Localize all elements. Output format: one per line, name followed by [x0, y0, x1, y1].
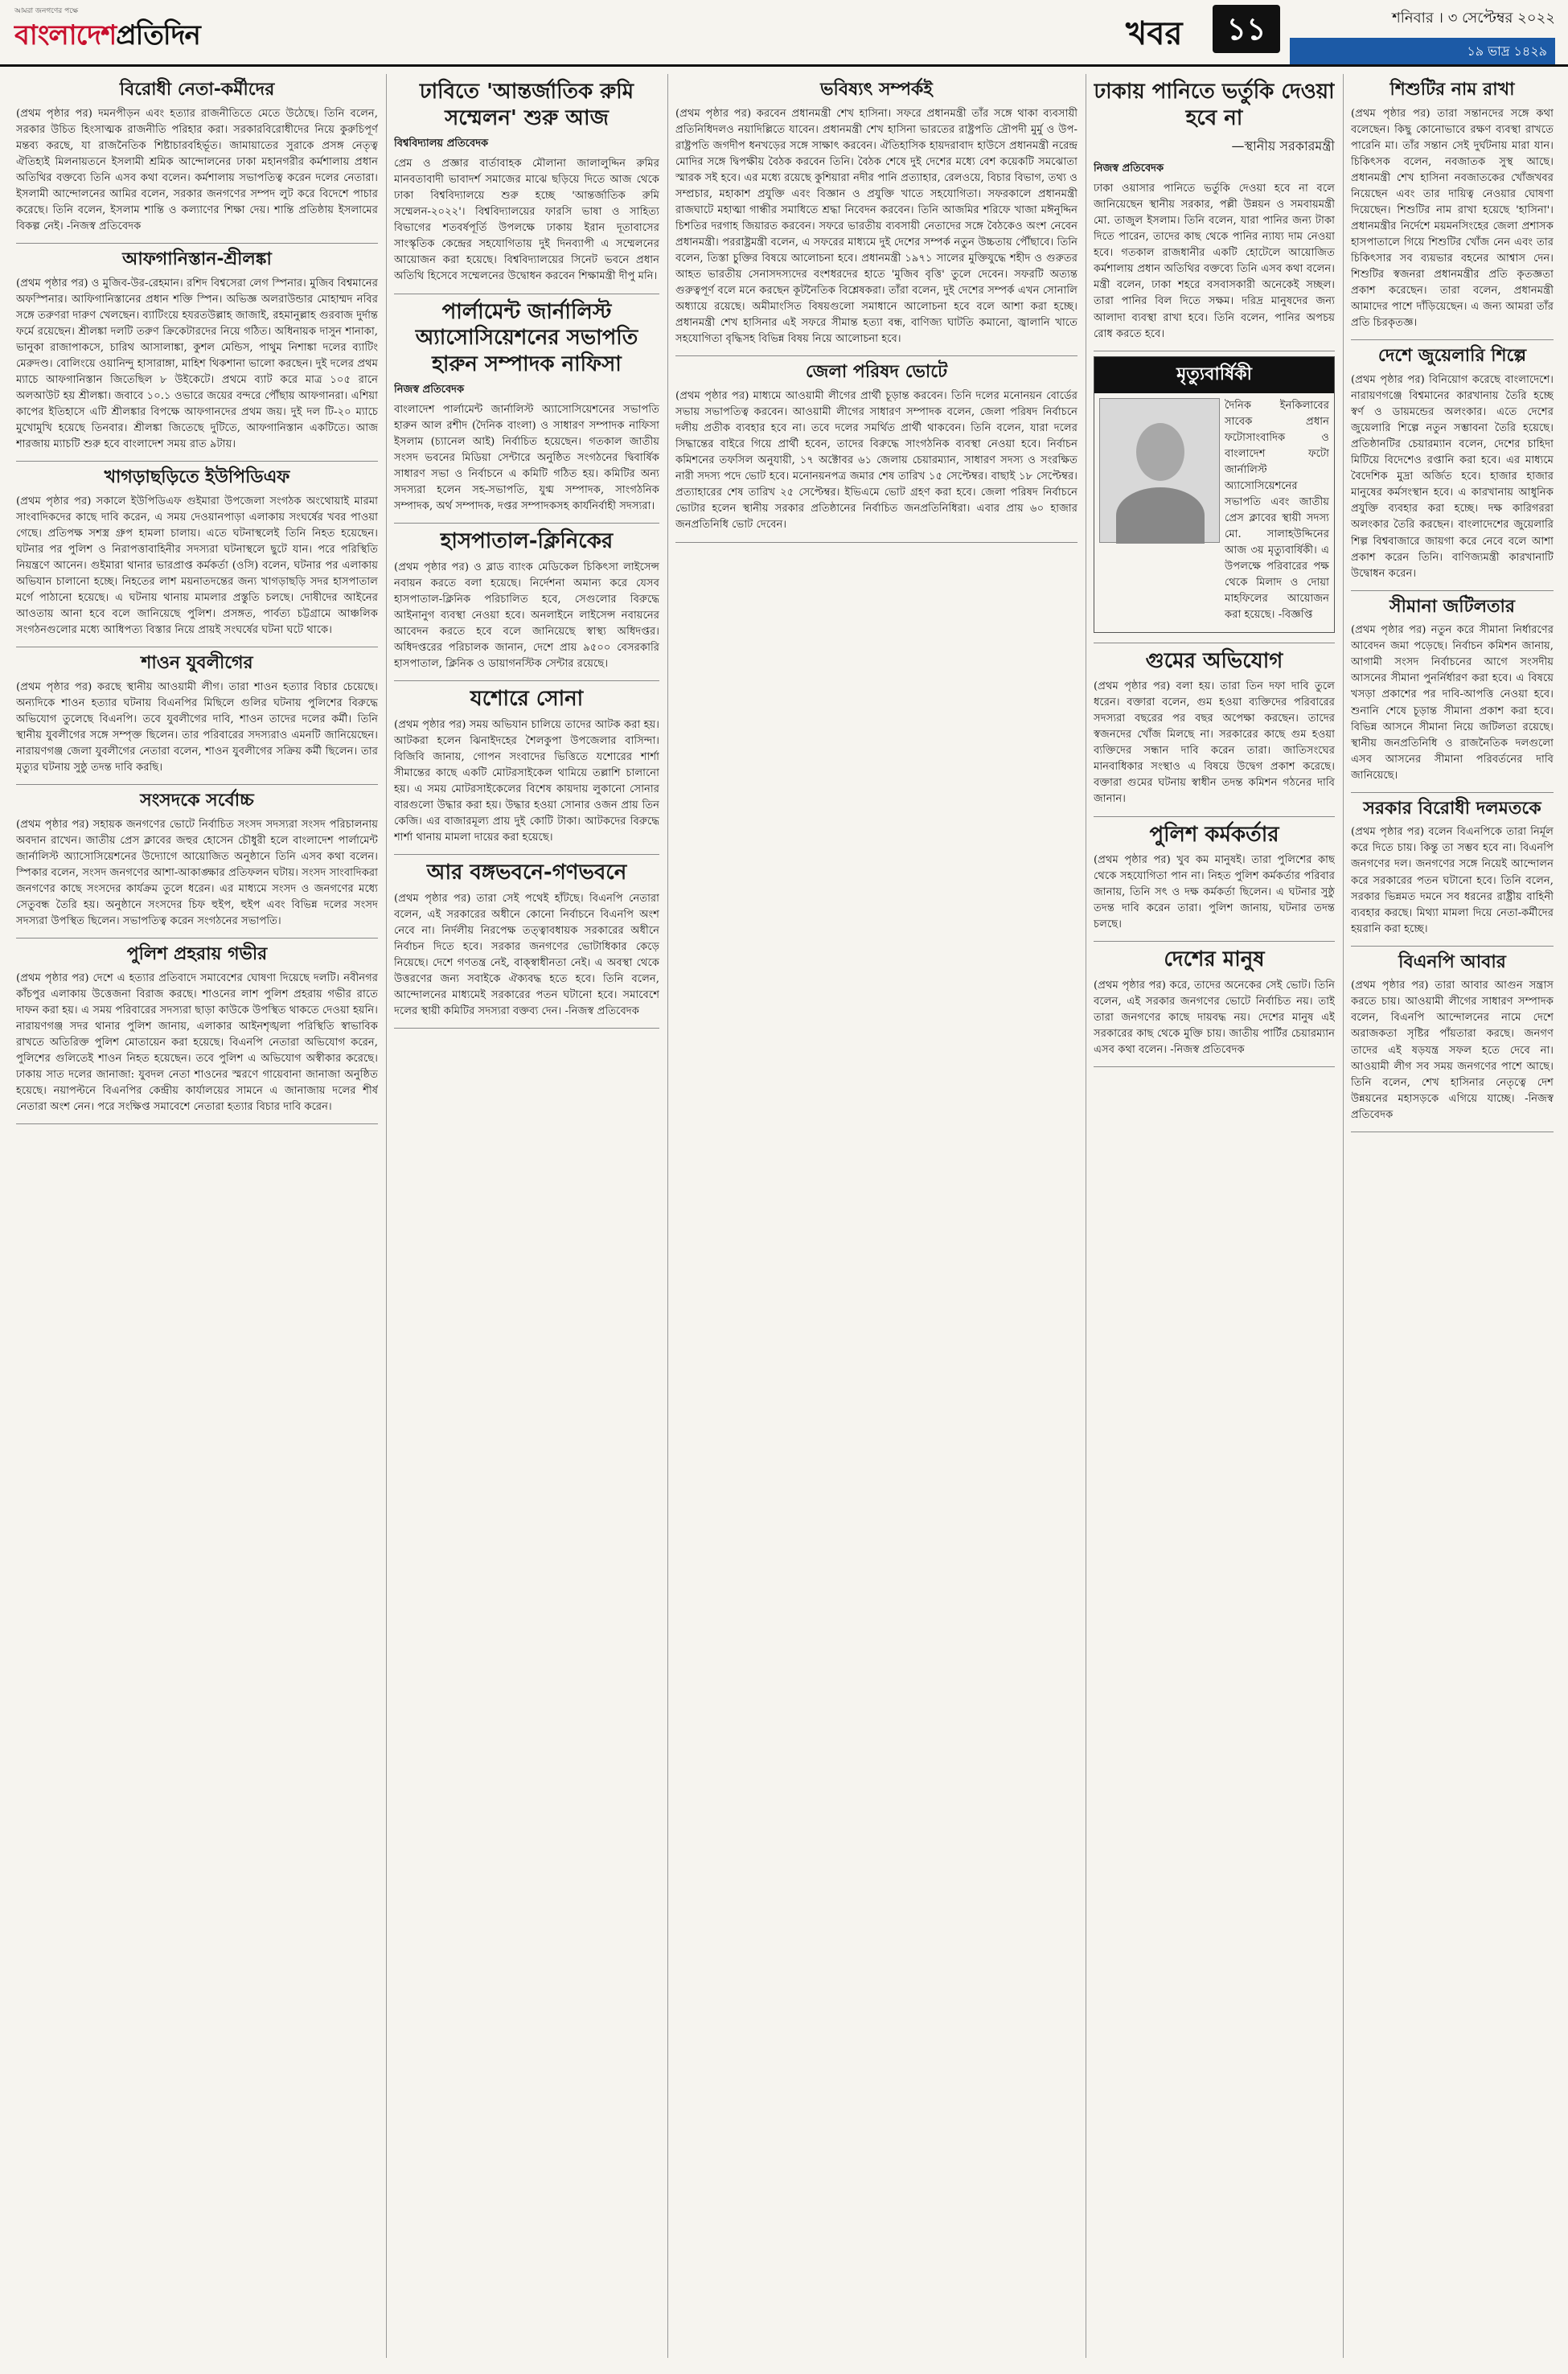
story-body: (প্রথম পৃষ্ঠার পর) বলেন বিএনপিকে তারা নির্মূল করে দিতে চায়। কিন্তু তা সম্ভব হবে না। বিএনপি জনগণের দল। জনগণের সঙ্গে নিয়েই আন্দোলন করে সরকারের পতন ঘটানো হবে। তিনি বলেন, সরকার ভিন্নমত দমনে সব ধরনের রাষ্ট্রীয় বাহিনী ব্যবহার করছে। মিথ্যা মামলা দিয়ে নেতা-কর্মীদের হয়রানি করা হচ্ছে। [1351, 826, 1554, 935]
news-story[interactable] [16, 248, 378, 462]
story-body: (প্রথম পৃষ্ঠার পর) সহায়ক জনগণের ভোটে নির্বাচিত সংসদ সদস্যরা সংসদ পরিচালনায় অবদান রাখেন। জাতীয় প্রেস ক্লাবের জহুর হোসেন চৌধুরী হলে বাংলাদেশ পার্লামেন্ট জার্নালিস্ট অ্যাসোসিয়েশনের উদ্যোগে আয়োজিত অনুষ্ঠানে তিনি এসব কথা বলেন। স্পিকার বলেন, সংসদ জনগণের আশা-আকাঙ্ক্ষার প্রতিফলন ঘটায়। সংসদ সাংবাদিকরা জনগণের কাছে সংসদের কার্যক্রম তুলে ধরেন। এর মাধ্যমে সংসদ ও জনগণের মধ্যে সেতুবন্ধ তৈরি হয়। অনুষ্ঠানে সংসদের চিফ হুইপ, হুইপ এবং বিভিন্ন দলের সংসদ সদস্যরা উপস্থিত ছিলেন। সভাপতিত্ব করেন সংগঠনের সভাপতি। [16, 818, 378, 927]
story-byline: নিজস্ব প্রতিবেদক [1094, 162, 1164, 175]
logo-text [14, 19, 200, 51]
logo-black-part: প্রতিদিন [116, 19, 200, 51]
news-story[interactable] [675, 361, 1077, 542]
column-3 [675, 74, 1077, 2358]
story-headline[interactable]: দেশে জুয়েলারি শিল্পে [1377, 346, 1527, 367]
column-1 [16, 74, 378, 2358]
story-headline[interactable]: আফগানিস্তান-শ্রীলঙ্কা [122, 249, 272, 269]
story-headline[interactable]: শাওন যুবলীগের [141, 653, 253, 674]
column-divider [667, 74, 668, 2358]
news-story[interactable] [394, 528, 659, 681]
story-body: (প্রথম পৃষ্ঠার পর) তারা সন্তানদের সঙ্গে কথা বলেছেন। কিছু কোনোভাবে রক্ষণ ব্যবস্থা রাখতে পারেনি মা। তাঁর সন্তান সেই দুর্ঘটনায় মারা যান। চিকিৎসক বলেন, নবজাতক সুস্থ আছে। প্রধানমন্ত্রী শেখ হাসিনা নবজাতকের খোঁজখবর নিয়েছেন এবং তার দায়িত্ব নেওয়ার ঘোষণা দিয়েছেন। শিশুটির নাম রাখা হয়েছে 'হাসিনা'। প্রধানমন্ত্রীর নির্দেশে ময়মনসিংহের জেলা প্রশাসক হাসপাতালে গিয়ে শিশুটির খোঁজ নেন এবং তার চিকিৎসার সব ব্যয়ভার বহনের আশ্বাস দেন। শিশুটির স্বজনরা প্রধানমন্ত্রীর প্রতি কৃতজ্ঞতা প্রকাশ করেছেন। তারা বলেন, প্রধানমন্ত্রী আমাদের পাশে দাঁড়িয়েছেন। এ জন্য আমরা তাঁর প্রতি চিরকৃতজ্ঞ। [1351, 107, 1554, 330]
column-2 [394, 74, 659, 2358]
story-headline[interactable]: সংসদকে সর্বোচ্চ [140, 791, 254, 811]
news-story[interactable] [1094, 356, 1335, 643]
news-story[interactable] [394, 299, 659, 524]
story-headline[interactable]: বিরোধী নেতা-কর্মীদের [119, 80, 275, 100]
story-headline[interactable]: দেশের মানুষ [1164, 947, 1265, 972]
news-story[interactable] [394, 686, 659, 855]
story-body: (প্রথম পৃষ্ঠার পর) মাধ্যমে আওয়ামী লীগের প্রার্থী চূড়ান্ত করবেন। তিনি দলের মনোনয়ন বোর্ডের সভায় সভাপতিত্ব করবেন। আওয়ামী লীগের সাধারণ সম্পাদক বলেন, জেলা পরিষদ নির্বাচনে দলীয় প্রতীক ব্যবহার হবে না। তবে দলের সমর্থিত প্রার্থী থাকবেন। তিনি বলেন, যারা দলের সিদ্ধান্তের বাইরে গিয়ে প্রার্থী হবেন, তাদের বিরুদ্ধে সাংগঠনিক ব্যবস্থা নেওয়া হবে। নির্বাচন কমিশনের তফসিল অনুযায়ী, ১৭ অক্টোবর ৬১ জেলায় চেয়ারম্যান, সাধারণ সদস্য ও সংরক্ষিত নারী সদস্য পদে ভোট হবে। মনোনয়নপত্র জমার শেষ তারিখ ১৫ সেপ্টেম্বর। বাছাই ১৮ সেপ্টেম্বর। প্রত্যাহারের শেষ তারিখ ২৫ সেপ্টেম্বর। ইভিএমে ভোট গ্রহণ করা হবে। জেলা পরিষদ নির্বাচনে ভোটার হলেন স্থানীয় সরকার প্রতিষ্ঠানের নির্বাচিত জনপ্রতিনিধিরা। এবার প্রায় ৬০ হাজার জনপ্রতিনিধি ভোট দেবেন। [675, 389, 1077, 532]
story-body: (প্রথম পৃষ্ঠার পর) খুব কম মানুষই। তারা পুলিশের কাছ থেকে সহযোগিতা পান না। নিহত পুলিশ কর্মকর্তার পরিবার জানায়, তিনি সৎ ও দক্ষ কর্মকর্তা ছিলেন। এ ঘটনার সুষ্ঠু তদন্ত দাবি করেন তারা। পুলিশ জানায়, ঘটনার তদন্ত চলছে। [1094, 854, 1335, 931]
news-story[interactable] [1351, 79, 1554, 340]
obituary-label: মৃত্যুবার্ষিকী [1094, 357, 1334, 393]
story-body: বাংলাদেশ পার্লামেন্ট জার্নালিস্ট অ্যাসোসিয়েশনের সভাপতি হারুন আল রশীদ (দৈনিক বাংলা) ও সাধারণ সম্পাদক নাফিসা ইসলাম (চ্যানেল আই) নির্বাচিত হয়েছেন। গতকাল জাতীয় সংসদ ভবনের মিডিয়া সেন্টারে অনুষ্ঠিত সংগঠনের দ্বিবার্ষিক সাধারণ সভা ও নির্বাচনে এ কমিটি গঠিত হয়। কমিটির অন্য সদস্যরা হলেন সহ-সভাপতি, যুগ্ম সম্পাদক, সাংগঠনিক সম্পাদক, অর্থ সম্পাদক, দপ্তর সম্পাদকসহ কার্যনির্বাহী সদস্যরা। [394, 404, 659, 513]
story-body: (প্রথম পৃষ্ঠার পর) নতুন করে সীমানা নির্ধারণের আবেদন জমা পড়েছে। নির্বাচন কমিশন জানায়, আগামী সংসদ নির্বাচনের আগে সংসদীয় আসনের সীমানা পুনর্নির্ধারণ করা হবে। এ বিষয়ে খসড়া প্রকাশের পর দাবি-আপত্তি নেওয়া হবে। শুনানি শেষে চূড়ান্ত সীমানা প্রকাশ করা হবে। বিভিন্ন আসনে সীমানা নিয়ে জটিলতা রয়েছে। স্থানীয় জনপ্রতিনিধি ও রাজনৈতিক দলগুলো এসব আসনের সীমানা পরিবর্তনের দাবি জানিয়েছে। [1351, 624, 1554, 782]
news-story[interactable] [16, 790, 378, 939]
story-headline[interactable]: আর বঙ্গভবনে-গণভবনে [426, 860, 627, 885]
column-divider [1343, 74, 1344, 2358]
news-story[interactable] [16, 652, 378, 785]
obituary-content [1094, 393, 1334, 632]
portrait-face [1136, 423, 1184, 481]
story-subheadline: —স্থানীয় সরকারমন্ত্রী [1231, 138, 1335, 154]
news-story[interactable] [1094, 79, 1335, 351]
newspaper-logo[interactable] [14, 5, 280, 60]
portrait-photo [1099, 398, 1220, 543]
date-gregorian: শনিবার । ৩ সেপ্টেম্বর ২০২২ [1392, 10, 1555, 27]
story-body: (প্রথম পৃষ্ঠার পর) করে, তাদের অনেকের সেই ভোট। তিনি বলেন, এই সরকার জনগণের ভোটে নির্বাচিত নয়। তাই তারা জনগণের কাছে দায়বদ্ধ নয়। দেশের মানুষ এই সরকারের কাছ থেকে মুক্তি চায়। জাতীয় পার্টির চেয়ারম্যান এসব কথা বলেন। -নিজস্ব প্রতিবেদক [1094, 979, 1335, 1057]
story-body: (প্রথম পৃষ্ঠার পর) দেশে এ হত্যার প্রতিবাদে সমাবেশের ঘোষণা দিয়েছে দলটি। নবীনগর কাঁচপুর এলাকায় উত্তেজনা বিরাজ করছে। শাওনের লাশ পুলিশ প্রহরায় গভীর রাতে দাফন করা হয়। এ সময় পরিবারের সদস্যরা ছাড়া কাউকে উপস্থিত থাকতে দেওয়া হয়নি। নারায়ণগঞ্জ সদর থানার পুলিশ জানায়, এলাকার আইনশৃঙ্খলা পরিস্থিতি স্বাভাবিক রাখতে অতিরিক্ত পুলিশ মোতায়েন করা হয়েছে। বিএনপি নেতারা অভিযোগ করেন, পুলিশের গুলিতেই শাওন নিহত হয়েছেন। তবে পুলিশ এ অভিযোগ অস্বীকার করেছে। ঢাকায় সাত দলের জানাজা: যুবদল নেতা শাওনের স্মরণে গায়েবানা জানাজা অনুষ্ঠিত হয়েছে। নয়াপল্টনে বিএনপির কেন্দ্রীয় কার্যালয়ের সামনে এ জানাজায় দলের শীর্ষ নেতারা অংশ নেন। পরে সংক্ষিপ্ত সমাবেশে নেতারা হত্যার বিচার দাবি করেন। [16, 971, 378, 1114]
news-story[interactable] [16, 79, 378, 244]
story-body: (প্রথম পৃষ্ঠার পর) তারা আবার আগুন সন্ত্রাস করতে চায়। আওয়ামী লীগের সাধারণ সম্পাদক বলেন, বিএনপি আন্দোলনের নামে দেশে অরাজকতা সৃষ্টির পাঁয়তারা করছে। জনগণ তাদের এই ষড়যন্ত্র সফল হতে দেবে না। আওয়ামী লীগ সব সময় জনগণের পাশে আছে। তিনি বলেন, শেখ হাসিনার নেতৃত্বে দেশ উন্নয়নের মহাসড়কে এগিয়ে যাচ্ছে। -নিজস্ব প্রতিবেদক [1351, 980, 1554, 1121]
logo-tagline: আমরা জনগণের পক্ষে [14, 7, 79, 15]
story-headline[interactable]: পুলিশ কর্মকর্তার [1149, 822, 1279, 847]
story-headline[interactable]: ঢাবিতে 'আন্তর্জাতিক রুমি সম্মেলন' শুরু আজ [419, 80, 634, 130]
page-number: ১১ [1213, 5, 1280, 53]
story-headline[interactable]: বিএনপি আবার [1398, 951, 1506, 972]
story-body: (প্রথম পৃষ্ঠার পর) বিনিয়োগ করেছে বাংলাদেশে। নারায়ণগঞ্জে বিশ্বমানের কারখানায় তৈরি হচ্ছে স্বর্ণ ও ডায়মন্ডের অলংকার। এতে দেশের জুয়েলারি শিল্পে নতুন সম্ভাবনা তৈরি হয়েছে। প্রতিষ্ঠানটির চেয়ারম্যান বলেন, দেশের চাহিদা মিটিয়ে বিদেশেও রপ্তানি করা হবে। এর মাধ্যমে বৈদেশিক মুদ্রা অর্জিত হবে। হাজার হাজার মানুষের কর্মসংস্থান হবে। এ কারখানায় আধুনিক প্রযুক্তি ব্যবহার করা হচ্ছে। দক্ষ কারিগররা অলংকার তৈরি করছেন। বাংলাদেশের জুয়েলারি শিল্প বিশ্ববাজারে জায়গা করে নেবে বলে আশা প্রকাশ করেন তিনি। বাণিজ্যমন্ত্রী কারখানাটি উদ্বোধন করেন। [1351, 373, 1554, 580]
news-story[interactable] [394, 860, 659, 1029]
news-story[interactable] [16, 466, 378, 647]
news-story[interactable] [16, 943, 378, 1124]
news-story[interactable] [394, 79, 659, 294]
news-story[interactable] [1094, 947, 1335, 1067]
news-story[interactable] [1094, 822, 1335, 943]
masthead-rule [0, 64, 1568, 67]
story-body: (প্রথম পৃষ্ঠার পর) ও মুজিব-উর-রেহমান। রশিদ বিশ্বসেরা লেগ স্পিনার। মুজিব বিশ্বমানের অফস্পিনার। আফিগানিস্তানের প্রধান শক্তি স্পিন। অভিজ্ঞ অলরাউন্ডার মোহাম্মদ নবির সঙ্গে তরুণরা দারুণ খেলছেন। ব্যাটিংয়ে হযরতউল্লাহ জাজাই, রহমানুল্লাহ গুরবাজ দুর্দান্ত ফর্মে রয়েছেন। শ্রীলঙ্কা দলটি তরুণ ক্রিকেটারদের নিয়ে গঠিত। অধিনায়ক দাসুন শানাকা, ভানুকা রাজাপাকসে, চারিথ আসালাঙ্কা, কুশল মেন্ডিস, পাথুম নিশাঙ্কা দলের ব্যাটিং মেরুদণ্ড। বোলিংয়ে ওয়ানিন্দু হাসারাঙ্গা, মাহিশ থিকশানা ভালো করছেন। দুই দলের প্রথম ম্যাচে আফগানিস্তান জিতেছিল ৮ উইকেটে। প্রথমে ব্যাট করে মাত্র ১০৫ রানে অলআউট হয় শ্রীলঙ্কা। জবাবে ১০.১ ওভারে জয়ের বন্দরে পৌঁছায় আফগানরা। এশিয়া কাপের ইতিহাসে এটি শ্রীলঙ্কার বিপক্ষে আফগানদের প্রথম জয়। দুই দল টি-২০ ম্যাচে মুখোমুখি হয়েছে তিনবার। শ্রীলঙ্কা জিতেছে দুটিতে, আফগানিস্তান একটিতে। আজ শারজায় ম্যাচটি শুরু হবে বাংলাদেশ সময় রাত ৯টায়। [16, 277, 378, 451]
story-body: (প্রথম পৃষ্ঠার পর) করছে স্থানীয় আওয়ামী লীগ। তারা শাওন হত্যার বিচার চেয়েছে। অন্যদিকে শাওন হত্যার ঘটনায় বিএনপির মিছিলে গুলির ঘটনায় পুলিশের বিরুদ্ধে অভিযোগ তুলেছে বিএনপি। তবে যুবলীগের দাবি, শাওন তাদের দলের কর্মী। তিনি স্থানীয় যুবলীগের সঙ্গে সম্পৃক্ত ছিলেন। তার পরিবারের সদস্যরাও এমনটি জানিয়েছেন। নারায়ণগঞ্জ জেলা যুবলীগের নেতারা বলেন, শাওন যুবলীগের সক্রিয় কর্মী ছিলেন। তার মৃত্যুর ঘটনায় সুষ্ঠু তদন্ত দাবি করছি। [16, 680, 378, 774]
section-title: খবর [1126, 15, 1183, 52]
column-4 [1094, 74, 1335, 2358]
story-body: (প্রথম পৃষ্ঠার পর) দমনপীড়ন এবং হত্যার রাজনীতিতে মেতে উঠেছে। তিনি বলেন, সরকার উচিত হিংসাত্মক রাজনীতি পরিহার করা। সরকারবিরোধীদের নিয়ে কুরুচিপূর্ণ মন্তব্য করছে, যা রাজনৈতিক শিষ্টাচারবহির্ভূত। জামায়াতের সুরাকে প্রসঙ্গ নেতৃত্ব ঐতিহ্যই মিলনায়তনে ইসলামী শ্রমিক আন্দোলনের ঢাকা মহানগরীর কর্মশালায় প্রধান অতিথির বক্তব্যে তিনি এসব কথা বলেন। কর্মশালায় সভাপতিত্ব করেন দলের নেতারা। ইসলামী আন্দোলনের আমির বলেন, সরকার জনগণের সম্পদ লুট করে বিদেশে পাচার করেছে। তিনি বলেন, ইসলাম শান্তি ও কল্যাণের শিক্ষা দেয়। শান্তি প্রতিষ্ঠায় ইসলামের বিকল্প নেই। -নিজস্ব প্রতিবেদক [16, 107, 378, 232]
news-story[interactable] [1351, 345, 1554, 590]
story-body: প্রেম ও প্রজ্ঞার বার্তাবাহক মৌলানা জালালুদ্দিন রুমির মানবতাবাদী ভাবাদর্শ সমাজের মাঝে ছড়িয়ে দিতে আজ থেকে ঢাকা বিশ্ববিদ্যালয়ে শুরু হচ্ছে 'আন্তর্জাতিক রুমি সম্মেলন-২০২২'। বিশ্ববিদ্যালয়ের ফারসি ভাষা ও সাহিত্য বিভাগের শতবর্ষপূর্তি উপলক্ষে ঢাকায় ইরান দূতাবাসের সাংস্কৃতিক কেন্দ্রের সহযোগিতায় দুই দিনব্যাপী এ সম্মেলনের আয়োজন করা হয়েছে। বিশ্ববিদ্যালয়ের সিনেট ভবনে প্রধান অতিথি হিসেবে সম্মেলনের উদ্বোধন করবেন শিক্ষামন্ত্রী দীপু মনি। [394, 158, 659, 283]
obituary-text: দৈনিক ইনকিলাবের সাবেক প্রধান ফটোসাংবাদিক ও বাংলাদেশ ফটো জার্নালিস্ট অ্যাসোসিয়েশনের সভাপতি এবং জাতীয় প্রেস ক্লাবের স্থায়ী সদস্য মো. সালাহউদ্দিনের আজ ৩য় মৃত্যুবার্ষিকী। এ উপলক্ষে পরিবারের পক্ষ থেকে মিলাদ ও দোয়া মাহফিলের আয়োজন করা হয়েছে। -বিজ্ঞপ্তি [1225, 399, 1329, 622]
story-headline[interactable]: শিশুটির নাম রাখা [1389, 80, 1515, 100]
date-block [1290, 6, 1555, 66]
story-headline[interactable]: পার্লামেন্ট জার্নালিস্ট অ্যাসোসিয়েশনের সভাপতি হারুন সম্পাদক নাফিসা [415, 299, 638, 376]
story-headline[interactable]: হাসপাতাল-ক্লিনিকের [440, 529, 614, 554]
news-story[interactable] [675, 79, 1077, 356]
story-headline[interactable]: যশোরে সোনা [470, 687, 584, 712]
news-story[interactable] [1351, 596, 1554, 793]
portrait-shoulders [1116, 487, 1205, 544]
story-body: (প্রথম পৃষ্ঠার পর) সকালে ইউপিডিএফ গুইমারা উপজেলা সংগঠক অংথোয়াই মারমা সাংবাদিকদের কাছে দাবি করেন, এ সময় দেওয়ানপাড়া এলাকায় সংঘর্ষের খবর পাওয়া গেছে। প্রতিপক্ষ সশস্ত্র গ্রুপ হামলা চালায়। এতে ঘটনাস্থলেই তিনি নিহত হয়েছেন। ঘটনার পর পুলিশ ও নিরাপত্তাবাহিনীর সদস্যরা ঘটনাস্থলে ছুটে যান। পরে পরিস্থিতি নিয়ন্ত্রণে আনেন। গুইমারা থানার ভারপ্রাপ্ত কর্মকর্তা (ওসি) বলেন, ঘটনার পর এলাকায় অভিযান চালানো হচ্ছে। নিহতের লাশ ময়নাতদন্তের জন্য খাগড়াছড়ি সদর হাসপাতাল মর্গে পাঠানো হয়েছে। এ ঘটনায় থানায় মামলার প্রস্তুতি চলছে। দোষীদের আইনের আওতায় আনা হবে বলে জানিয়েছে পুলিশ। প্রসঙ্গত, পার্বত্য চট্টগ্রামে আঞ্চলিক সংগঠনগুলোর মধ্যে আধিপত্য বিস্তার নিয়ে প্রায়ই সংঘর্ষের ঘটনা ঘটে থাকে। [16, 495, 378, 637]
story-byline: নিজস্ব প্রতিবেদক [394, 384, 465, 396]
date-bengali: ১৯ ভাদ্র ১৪২৯ [1290, 38, 1555, 66]
column-divider [386, 74, 387, 2358]
news-story[interactable] [1351, 951, 1554, 1132]
story-headline[interactable]: পুলিশ প্রহরায় গভীর [126, 944, 268, 965]
story-headline[interactable]: সরকার বিরোধী দলমতকে [1363, 798, 1541, 819]
story-body: (প্রথম পৃষ্ঠার পর) করবেন প্রধানমন্ত্রী শেখ হাসিনা। সফরে প্রধানমন্ত্রী তাঁর সঙ্গে থাকা ব্যবসায়ী প্রতিনিধিদলও নয়াদিল্লিতে যাবেন। প্রধানমন্ত্রী শেখ হাসিনা ভারতের রাষ্ট্রপতি দ্রৌপদী মুর্মু ও উপ-রাষ্ট্রপতি জগদীপ ধনখড়ের সঙ্গে সাক্ষাৎ করবেন। ঐতিহাসিক হায়দরাবাদ হাউসে প্রধানমন্ত্রী নরেন্দ্র মোদির সঙ্গে দ্বিপক্ষীয় বৈঠক করবেন তিনি। বৈঠক শেষে দুই দেশের মধ্যে বেশ কয়েকটি সমঝোতা স্মারক সই হবে। এর মধ্যে রয়েছে কুশিয়ারা নদীর পানি প্রত্যাহার, রেলওয়ে, বিচার বিভাগ, তথ্য ও সম্প্রচার, মহাকাশ প্রযুক্তি এবং বিজ্ঞান ও প্রযুক্তি খাতে সহযোগিতা। সফরকালে প্রধানমন্ত্রী রাজঘাটে মহাত্মা গান্ধীর সমাধিতে শ্রদ্ধা নিবেদন করবেন। তিনি আজমির শরিফে খাজা মঈনুদ্দিন চিশতির দরগাহ জিয়ারত করবেন। সফরে ভারতীয় ব্যবসায়ী নেতাদের সঙ্গে বৈঠকেও অংশ নেবেন প্রধানমন্ত্রী। পররাষ্ট্রমন্ত্রী বলেন, এ সফরের মাধ্যমে দুই দেশের সম্পর্ক নতুন উচ্চতায় পৌঁছাবে। তিনি বলেন, তিস্তা চুক্তির বিষয়ে আলোচনা হবে। প্রধানমন্ত্রী ১৯৭১ সালের মুক্তিযুদ্ধে শহীদ ও গুরুতর আহত ভারতীয় সেনাসদস্যদের বংশধরদের হাতে 'মুজিব বৃত্তি' তুলে দেবেন। সফরটি অত্যন্ত গুরুত্বপূর্ণ বলে মনে করছেন কূটনৈতিক বিশ্লেষকরা। তাঁরা বলেন, দুই দেশের সম্পর্ক এখন সোনালি অধ্যায়ে রয়েছে। অমীমাংসিত বিষয়গুলো সমাধানে আলোচনা হবে বলে আশা করা হচ্ছে। প্রধানমন্ত্রী শেখ হাসিনার এই সফরে সীমান্ত হত্যা বন্ধ, বাণিজ্য ঘাটতি কমানো, জ্বালানি খাতে সহযোগিতা বৃদ্ধিসহ বিভিন্ন বিষয় নিয়ে আলোচনা হবে। [675, 107, 1077, 346]
story-body: (প্রথম পৃষ্ঠার পর) সময় অভিযান চালিয়ে তাদের আটক করা হয়। আটকরা হলেন ঝিনাইদহের শৈলকুপা উপজেলার বাসিন্দা। বিজিবি জানায়, গোপন সংবাদের ভিত্তিতে যশোরের শার্শা সীমান্তের কাছে একটি মোটরসাইকেল থামিয়ে তল্লাশি চালানো হয়। এ সময় মোটরসাইকেলের বিশেষ কায়দায় লুকানো সোনার বারগুলো উদ্ধার করা হয়। উদ্ধার হওয়া সোনার ওজন প্রায় তিন কেজি। এর বাজারমূল্য প্রায় দুই কোটি টাকা। আটকদের বিরুদ্ধে শার্শা থানায় মামলা দায়ের করা হয়েছে। [394, 718, 659, 844]
story-body: (প্রথম পৃষ্ঠার পর) বলা হয়। তারা তিন দফা দাবি তুলে ধরেন। বক্তারা বলেন, গুম হওয়া ব্যক্তিদের পরিবারের সদস্যরা বছরের পর বছর অপেক্ষা করছেন। তাদের স্বজনদের খোঁজ মিলছে না। সরকারের কাছে গুম হওয়া ব্যক্তিদের সন্ধান দাবি করেন তারা। জাতিসংঘের মানবাধিকার সংস্থাও এ বিষয়ে উদ্বেগ প্রকাশ করেছে। বক্তারা গুমের ঘটনায় স্বাধীন তদন্ত কমিশন গঠনের দাবি জানান। [1094, 680, 1335, 806]
story-headline[interactable]: ঢাকায় পানিতে ভর্তুকি দেওয়া হবে না [1094, 80, 1335, 130]
story-headline[interactable]: জেলা পরিষদ ভোটে [805, 362, 948, 383]
story-headline[interactable]: ভবিষ্যৎ সম্পর্কই [820, 80, 933, 100]
news-story[interactable] [1094, 648, 1335, 817]
story-headline[interactable]: খাগড়াছড়িতে ইউপিডিএফ [104, 467, 290, 488]
logo-red-part: বাংলাদেশ [14, 19, 117, 51]
masthead [0, 0, 1568, 68]
story-headline[interactable]: সীমানা জটিলতার [1389, 596, 1515, 617]
story-headline[interactable]: গুমের অভিযোগ [1145, 648, 1283, 673]
obituary-box [1094, 356, 1335, 633]
story-body: (প্রথম পৃষ্ঠার পর) ও ব্লাড ব্যাংক মেডিকেল চিকিৎসা লাইসেন্স নবায়ন করতে বলা হয়েছে। নির্দেশনা অমান্য করে যেসব হাসপাতাল-ক্লিনিক পরিচালিত হবে, সেগুলোর বিরুদ্ধে আইনানুগ ব্যবস্থা নেওয়া হবে। অনলাইনে লাইসেন্স নবায়নের আবেদন করতে হবে বলে জানিয়েছে স্বাস্থ্য অধিদপ্তর। অধিদপ্তরের পরিচালক জানান, দেশে প্রায় ৯৫০০ বেসরকারি হাসপাতাল, ক্লিনিক ও ডায়াগনস্টিক সেন্টার রয়েছে। [394, 561, 659, 671]
story-body: ঢাকা ওয়াসার পানিতে ভর্তুকি দেওয়া হবে না বলে জানিয়েছেন স্থানীয় সরকার, পল্লী উন্নয়ন ও সমবায়মন্ত্রী মো. তাজুল ইসলাম। তিনি বলেন, যারা পানির জন্য টাকা দিতে পারেন, তাদের কাছ থেকে পানির ন্যায্য দাম নেওয়া হবে। গতকাল রাজধানীর একটি হোটেলে আয়োজিত কর্মশালায় প্রধান অতিথির বক্তব্যে তিনি এসব কথা বলেন। মন্ত্রী বলেন, ঢাকা শহরে বসবাসকারী অনেকেই সচ্ছল। তারা পানির বিল দিতে সক্ষম। দরিদ্র মানুষদের জন্য আলাদা ব্যবস্থা রাখা হবে। তিনি বলেন, পানির অপচয় রোধ করতে হবে। [1094, 183, 1335, 340]
column-5 [1351, 74, 1554, 2358]
story-body: (প্রথম পৃষ্ঠার পর) তারা সেই পথেই হাঁটছে। বিএনপি নেতারা বলেন, এই সরকারের অধীনে কোনো নির্বাচনে বিএনপি অংশ নেবে না। নির্দলীয় নিরপেক্ষ তত্ত্বাবধায়ক সরকারের অধীনে নির্বাচন দিতে হবে। সরকার জনগণের ভোটাধিকার কেড়ে নিয়েছে। দেশে গণতন্ত্র নেই, বাক্‌স্বাধীনতা নেই। এ অবস্থা থেকে উত্তরণের জন্য সবাইকে ঐক্যবদ্ধ হতে হবে। তিনি বলেন, আন্দোলনের মাধ্যমেই সরকারের পতন ঘটানো হবে। সমাবেশে দলের স্থায়ী কমিটির সদস্যরা বক্তব্য দেন। -নিজস্ব প্রতিবেদক [394, 892, 659, 1018]
news-story[interactable] [1351, 798, 1554, 947]
story-byline: বিশ্ববিদ্যালয় প্রতিবেদক [394, 138, 489, 150]
